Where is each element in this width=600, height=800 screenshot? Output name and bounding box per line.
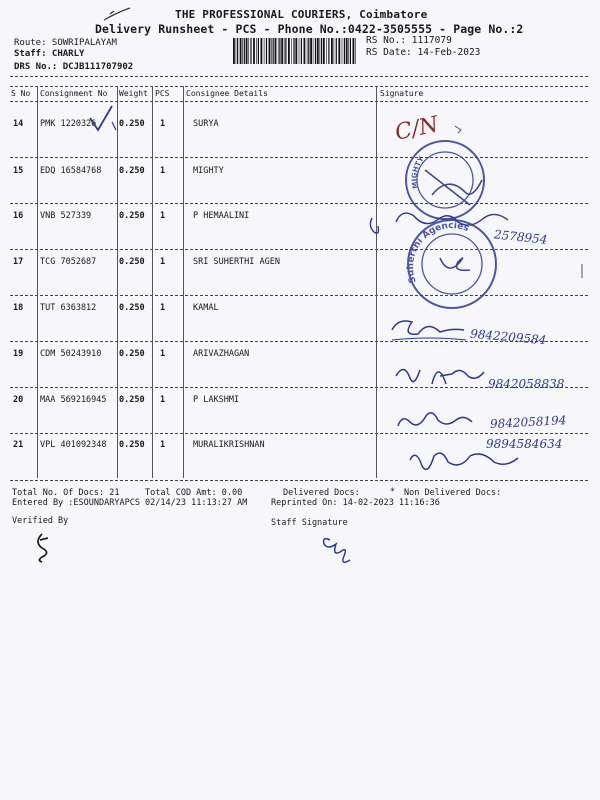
barcode-bar xyxy=(342,38,343,64)
handwriting-row19-phone: 9842058838 xyxy=(488,377,565,391)
barcode-bar xyxy=(258,38,259,64)
header-consignee: Consignee Details xyxy=(186,89,268,98)
row-sno: 17 xyxy=(13,257,24,267)
staff-signature-label: Staff Signature xyxy=(271,518,348,528)
barcode-bar xyxy=(242,38,243,64)
barcode-bar xyxy=(326,38,327,64)
header-weight: Weight xyxy=(119,89,148,98)
barcode-bar xyxy=(293,38,294,64)
barcode-bar xyxy=(288,38,290,64)
barcode-bar xyxy=(236,38,237,64)
barcode-bar xyxy=(317,38,319,64)
signature-row16-left xyxy=(370,218,378,233)
barcode-bar xyxy=(320,38,321,64)
barcode-bar xyxy=(253,38,255,64)
entered-by: Entered By :ESOUNDARYAPCS 02/14/23 11:13:27 AM xyxy=(12,498,248,508)
barcode-bar xyxy=(307,38,308,64)
barcode-bar xyxy=(264,38,265,64)
header-signature: Signature xyxy=(380,89,424,98)
header-sno: S No xyxy=(11,89,31,98)
barcode-bar xyxy=(334,38,335,64)
total-docs: Total No. Of Docs: 21 xyxy=(12,488,120,498)
row-pcs: 1 xyxy=(160,211,166,221)
stamp-text-suherthi: Suherthi Agencies xyxy=(405,220,471,285)
column-line xyxy=(152,86,153,478)
barcode-bar xyxy=(331,38,333,64)
barcode xyxy=(232,38,357,64)
row-consignment: VNB 527339 xyxy=(40,211,92,221)
row-weight: 0.250 xyxy=(119,257,145,267)
barcode-bar xyxy=(338,38,340,64)
row-sno: 21 xyxy=(13,440,24,450)
row-pcs: 1 xyxy=(160,440,166,450)
row-sno: 15 xyxy=(13,166,24,176)
runsheet-subtitle: Delivery Runsheet - PCS - Phone No.:0422-3505555 - Page No.:2 xyxy=(95,22,524,36)
barcode-bar xyxy=(336,38,337,64)
row-divider xyxy=(10,295,588,296)
barcode-bar xyxy=(278,38,279,64)
scribble xyxy=(455,126,461,133)
delivered-mark: * xyxy=(390,487,396,497)
barcode-bar xyxy=(246,38,248,64)
row-weight: 0.250 xyxy=(119,349,145,359)
row-consignment: TUT 6363812 xyxy=(40,303,97,313)
row-consignment: VPL 401092348 xyxy=(40,440,107,450)
barcode-bar xyxy=(248,38,249,64)
handwriting-row16-phone: 2578954 xyxy=(493,227,548,247)
barcode-bar xyxy=(281,38,283,64)
rs-date: RS Date: 14-Feb-2023 xyxy=(366,47,481,58)
signature-row16 xyxy=(396,213,508,225)
barcode-bar xyxy=(237,38,238,64)
column-line xyxy=(37,86,38,478)
row-sno: 18 xyxy=(13,303,24,313)
barcode-bar xyxy=(273,38,274,64)
barcode-bar xyxy=(315,38,316,64)
barcode-bar xyxy=(240,38,242,64)
verified-by-label: Verified By xyxy=(12,516,69,526)
row-consignment: MAA 569216945 xyxy=(40,395,107,405)
row-consignee: P HEMAALINI xyxy=(193,211,250,221)
verified-signature xyxy=(38,534,48,562)
barcode-bar xyxy=(348,38,349,64)
check-mark xyxy=(112,122,116,130)
table-header-bottom-rule xyxy=(10,101,588,102)
row-divider xyxy=(10,341,588,342)
signature-row19 xyxy=(396,369,484,384)
total-cod: Total COD Amt: 0.00 xyxy=(145,488,243,498)
row-consignee: MIGHTY xyxy=(193,166,224,176)
row-consignee: SRI SUHERTHI AGEN xyxy=(193,257,280,267)
barcode-bar xyxy=(301,38,302,64)
barcode-bar xyxy=(271,38,272,64)
barcode-bar xyxy=(313,38,314,64)
row-divider xyxy=(10,433,588,434)
row-divider xyxy=(10,387,588,388)
route-label: Route: SOWRIPALAYAM xyxy=(14,38,117,48)
header-scribble xyxy=(104,8,130,20)
barcode-bar xyxy=(321,38,322,64)
handwriting-row21-phone: 9894584634 xyxy=(486,437,563,451)
row-weight: 0.250 xyxy=(119,211,145,221)
signature-row18 xyxy=(392,321,464,334)
barcode-bar xyxy=(344,38,345,64)
row-consignment: TCG 7052687 xyxy=(40,257,97,267)
handwriting-row18-phone: 9842209584 xyxy=(469,326,547,348)
barcode-bar xyxy=(291,38,292,64)
non-delivered-docs: Non Delivered Docs: xyxy=(404,488,502,498)
row-sno: 20 xyxy=(13,395,24,405)
barcode-bar xyxy=(295,38,297,64)
barcode-bar xyxy=(266,38,267,64)
barcode-bar xyxy=(328,38,329,64)
barcode-bar xyxy=(355,38,356,64)
barcode-bar xyxy=(279,38,280,64)
table-bottom-rule xyxy=(10,480,588,481)
header-consignment: Consignment No xyxy=(40,89,108,98)
reprinted-on: Reprinted On: 14-02-2023 11:16:36 xyxy=(271,498,440,508)
row-consignee: SURYA xyxy=(193,119,219,129)
row-pcs: 1 xyxy=(160,395,166,405)
row-divider xyxy=(10,203,588,204)
company-title: THE PROFESSIONAL COURIERS, Coimbatore xyxy=(175,8,428,21)
row-divider xyxy=(10,157,588,158)
row-pcs: 1 xyxy=(160,119,166,129)
staff-label: Staff: CHARLY xyxy=(14,49,85,59)
barcode-bar xyxy=(285,38,286,64)
table-header-top-rule xyxy=(10,86,588,87)
row-weight: 0.250 xyxy=(119,395,145,405)
barcode-bar xyxy=(310,38,312,64)
row-pcs: 1 xyxy=(160,166,166,176)
row-consignee: MURALIKRISHNAN xyxy=(193,440,265,450)
barcode-bar xyxy=(304,38,306,64)
row-weight: 0.250 xyxy=(119,303,145,313)
row-consignment: CDM 50243910 xyxy=(40,349,102,359)
stamp-text-mighty: MIGHTY xyxy=(410,155,426,190)
barcode-bar xyxy=(299,38,300,64)
barcode-bar xyxy=(346,38,348,64)
barcode-bar xyxy=(269,38,271,64)
row-consignee: P LAKSHMI xyxy=(193,395,240,405)
column-line xyxy=(376,86,377,478)
signature-row20 xyxy=(398,413,472,426)
table-top-rule xyxy=(10,76,588,77)
handwriting-row20-phone: 9842058194 xyxy=(489,413,567,432)
row-consignment: EDQ 16584768 xyxy=(40,166,102,176)
row-pcs: 1 xyxy=(160,257,166,267)
barcode-bar xyxy=(308,38,309,64)
barcode-bar xyxy=(350,38,351,64)
delivered-docs: Delivered Docs: xyxy=(283,488,360,498)
barcode-bar xyxy=(275,38,277,64)
row-sno: 19 xyxy=(13,349,24,359)
barcode-bar xyxy=(250,38,251,64)
barcode-bar xyxy=(244,38,245,64)
column-line xyxy=(117,86,118,478)
signature-row21 xyxy=(410,453,518,469)
barcode-bar xyxy=(323,38,325,64)
row-consignee: KAMAL xyxy=(193,303,219,313)
row-weight: 0.250 xyxy=(119,166,145,176)
barcode-bar xyxy=(256,38,257,64)
row-consignee: ARIVAZHAGAN xyxy=(193,349,250,359)
column-line xyxy=(183,86,184,478)
barcode-bar xyxy=(233,38,235,64)
row-pcs: 1 xyxy=(160,303,166,313)
row-weight: 0.250 xyxy=(119,440,145,450)
barcode-bar xyxy=(284,38,285,64)
handwriting-cn: C/N xyxy=(392,112,441,146)
row-divider xyxy=(10,249,588,250)
row-sno: 14 xyxy=(13,119,24,129)
staff-signature xyxy=(324,539,350,563)
barcode-bar xyxy=(261,38,263,64)
row-consignment: PMK 1220326 xyxy=(40,119,97,129)
row-weight: 0.250 xyxy=(119,119,145,129)
mighty-stamp xyxy=(406,141,484,219)
drs-number: DRS No.: DCJB111707902 xyxy=(14,62,134,72)
header-pcs: PCS xyxy=(155,89,170,98)
rs-number: RS No.: 1117079 xyxy=(366,35,452,46)
barcode-bar xyxy=(353,38,355,64)
signature-row18-underline xyxy=(392,338,466,340)
row-sno: 16 xyxy=(13,211,24,221)
row-pcs: 1 xyxy=(160,349,166,359)
